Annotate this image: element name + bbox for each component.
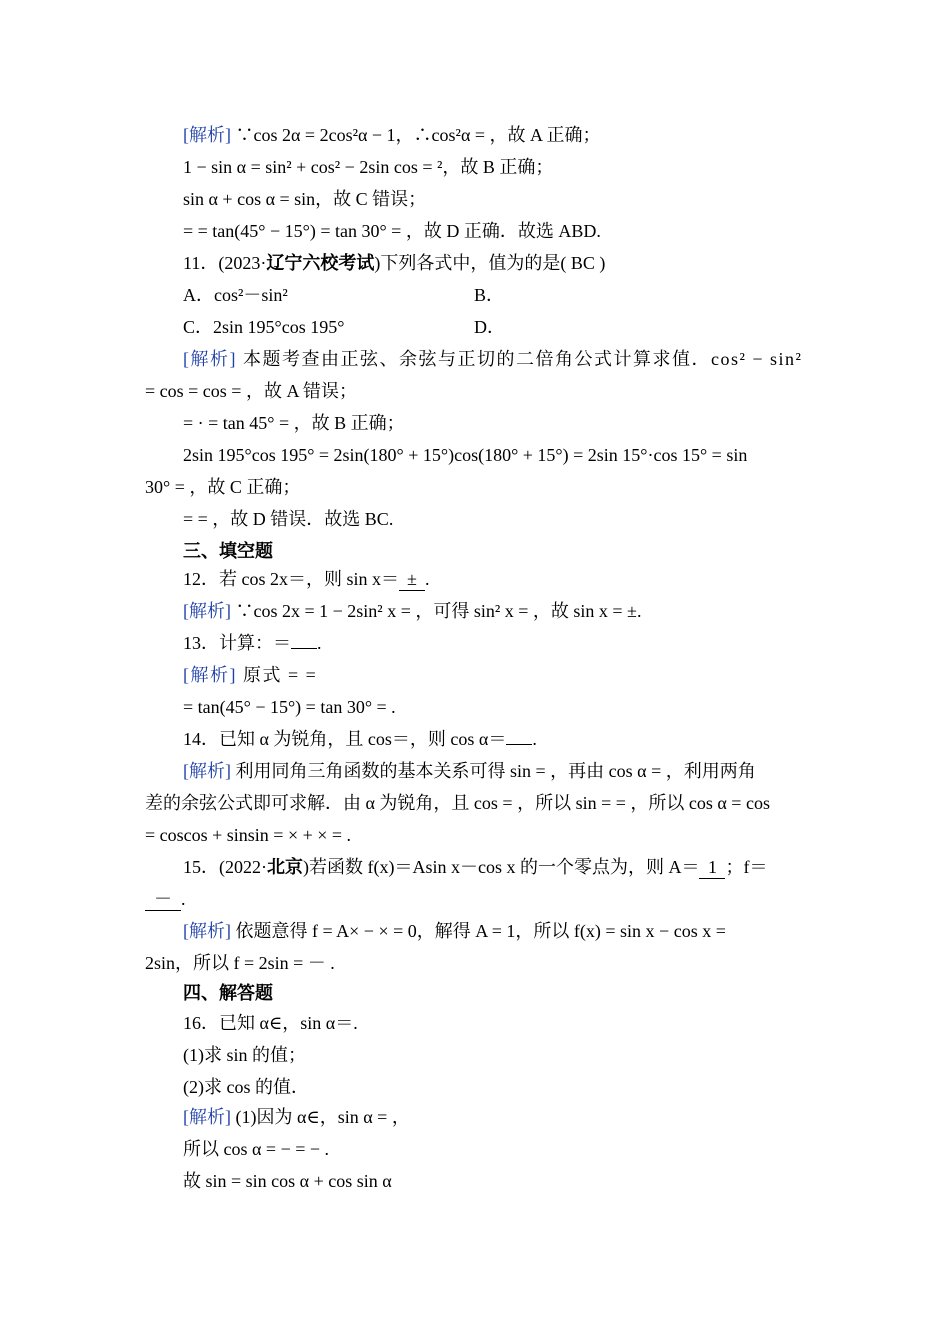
question-prefix: 11．(2023· — [183, 253, 267, 273]
solution-tag: [解析] — [183, 665, 237, 685]
question-text: 13．计算：＝ — [183, 633, 291, 653]
section-heading: 三、填空题 — [183, 541, 273, 561]
text-line: = · = tan 45° = ，故 B 正确； — [183, 413, 405, 433]
solution-text: 本题考查由正弦、余弦与正切的二倍角公式计算求值．cos² − sin² — [237, 349, 803, 369]
text-line: 差的余弦公式即可求解．由 α 为锐角，且 cos = ，所以 sin = = ，所以 cos α = cos — [145, 793, 770, 813]
question-12 — [183, 568, 430, 591]
answer-blank — [506, 744, 532, 745]
solution-line — [183, 600, 641, 622]
text-line: = = ，故 D 错误．故选 BC. — [183, 509, 394, 529]
text-line: 1 − sin α = sin² + cos² − 2sin cos = ²，故 B 正确； — [183, 157, 554, 177]
text-line: 2sin，所以 f = 2sin = － . — [145, 953, 335, 973]
solution-text: 依题意得 f = A× − × = 0，解得 A = 1，所以 f(x) = sin x − cos x = — [231, 921, 726, 941]
solution-text: 原式 = = — [237, 665, 318, 685]
text-line: = tan(45° − 15°) = tan 30° = . — [183, 697, 396, 717]
question-16: 16．已知 α∈，sin α＝. — [183, 1013, 358, 1033]
option-a: A．cos²－sin² — [183, 285, 288, 305]
solution-tag: [解析] — [183, 125, 231, 145]
question-prefix: 15．(2022· — [183, 857, 267, 877]
answer-blank: 1 — [699, 856, 725, 879]
solution-line — [183, 124, 601, 146]
question-suffix: . — [181, 889, 186, 909]
question-source: 北京 — [267, 857, 303, 877]
solution-line — [183, 1106, 410, 1128]
solution-line — [183, 760, 756, 782]
solution-line — [183, 664, 317, 686]
option-c: C．2sin 195°cos 195° — [183, 317, 345, 337]
sub-question-2: (2)求 cos 的值． — [183, 1077, 309, 1097]
solution-tag: [解析] — [183, 601, 231, 621]
solution-tag: [解析] — [183, 921, 231, 941]
text-line: 2sin 195°cos 195° = 2sin(180° + 15°)cos(180° + 15°) = 2sin 15°·cos 15° = sin — [183, 445, 748, 465]
question-text: 14．已知 α 为锐角，且 cos＝，则 cos α＝ — [183, 729, 507, 749]
solution-tag: [解析] — [183, 349, 237, 369]
text-line: 所以 cos α = − = − . — [183, 1139, 330, 1159]
solution-text: 利用同角三角函数的基本关系可得 sin = ，再由 cos α = ，利用两角 — [231, 761, 756, 781]
answer-blank: － — [145, 888, 181, 911]
answer-blank — [291, 648, 317, 649]
question-15 — [183, 856, 767, 879]
question-text: )下列各式中，值为的是( BC ) — [374, 253, 606, 273]
text-line: = cos = cos = ，故 A 错误； — [145, 381, 357, 401]
question-suffix: . — [532, 729, 537, 749]
question-suffix: . — [317, 633, 322, 653]
solution-tag: [解析] — [183, 761, 231, 781]
question-15-continued — [145, 888, 186, 911]
question-text-tail: ；f＝ — [725, 857, 768, 877]
question-14 — [183, 728, 537, 750]
text-line: sin α + cos α = sin，故 C 错误； — [183, 189, 427, 209]
sub-question-1: (1)求 sin 的值； — [183, 1045, 306, 1065]
text-line: 30° = ，故 C 正确； — [145, 477, 301, 497]
text-line: = coscos + sinsin = × + × = . — [145, 825, 352, 845]
solution-text: (1)因为 α∈，sin α = ， — [231, 1107, 410, 1127]
question-text: 12．若 cos 2x＝，则 sin x＝ — [183, 569, 399, 589]
solution-line — [183, 920, 726, 942]
solution-text: ∵cos 2x = 1 − 2sin² x = ，可得 sin² x = ，故 sin x = ±. — [231, 601, 642, 621]
option-d: D． — [474, 317, 505, 337]
question-13 — [183, 632, 322, 654]
solution-tag: [解析] — [183, 1107, 231, 1127]
question-source: 辽宁六校考试 — [266, 253, 375, 273]
solution-text: ∵cos 2α = 2cos²α − 1，∴cos²α = ，故 A 正确； — [231, 125, 601, 145]
question-text: )若函数 f(x)＝Asin x－cos x 的一个零点为，则 A＝ — [303, 857, 700, 877]
solution-line — [183, 348, 802, 370]
question-11 — [183, 252, 605, 274]
option-b: B． — [474, 285, 505, 305]
section-heading: 四、解答题 — [183, 983, 273, 1003]
text-line: 故 sin = sin cos α + cos sin α — [183, 1171, 392, 1191]
answer-blank: ± — [399, 568, 425, 591]
text-line: = = tan(45° − 15°) = tan 30° = ，故 D 正确．故选 ABD. — [183, 221, 601, 241]
question-suffix: . — [425, 569, 430, 589]
